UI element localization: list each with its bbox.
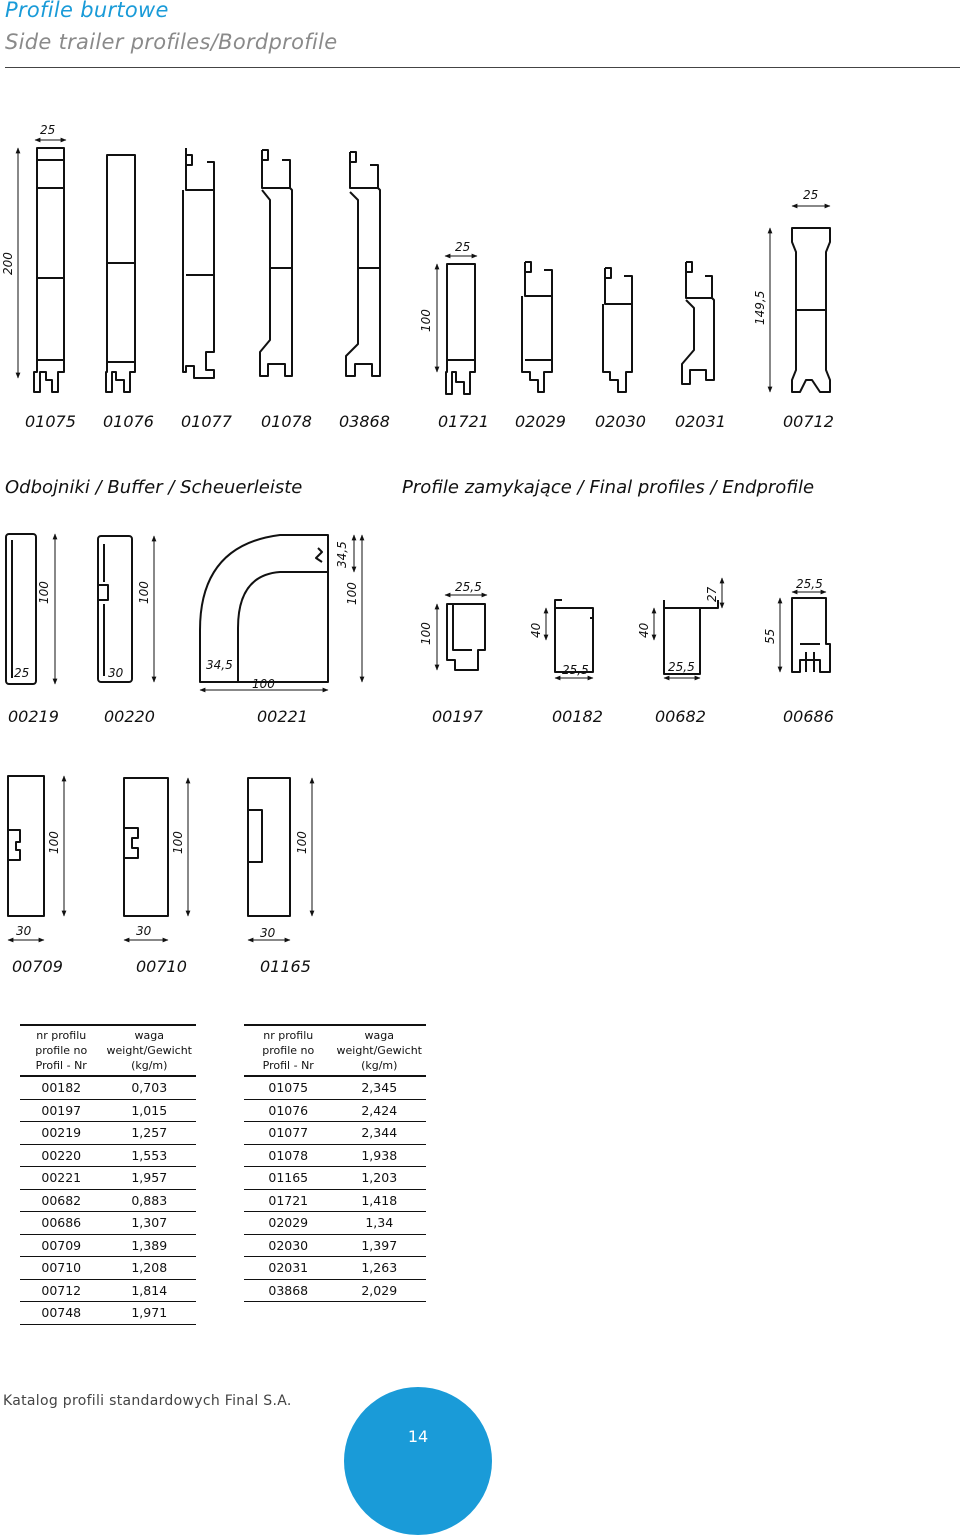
weight-cell: 0,883: [103, 1189, 196, 1212]
weight-cell: 1,015: [103, 1099, 196, 1122]
page-subtitle: Side trailer profiles/Bordprofile: [5, 30, 338, 54]
profile-number-cell: 00686: [20, 1212, 103, 1235]
profile-code: 00221: [257, 707, 308, 726]
profile-number-cell: 01165: [244, 1167, 333, 1190]
section-final-heading: Profile zamykające / Final profiles / Endprofile: [402, 477, 815, 498]
table-row: [244, 1189, 426, 1212]
profile-code: 02029: [515, 412, 566, 431]
table-row: [20, 1099, 196, 1122]
dim-label: 100: [419, 309, 433, 332]
weight-cell: 1,257: [103, 1122, 196, 1145]
profile-number-cell: 00182: [20, 1076, 103, 1099]
profile-01165-drawing: [248, 778, 290, 916]
weight-cell: 1,203: [333, 1167, 426, 1190]
table-row: [20, 1189, 196, 1212]
weight-cell: 1,814: [103, 1279, 196, 1302]
profile-code: 00710: [136, 957, 187, 976]
page-title: Profile burtowe: [5, 0, 169, 22]
dim-label: 25: [455, 240, 471, 254]
profile-number-cell: 02030: [244, 1234, 333, 1257]
profile-number-cell: 01078: [244, 1144, 333, 1167]
profile-01077-drawing: [183, 148, 214, 378]
weight-cell: 1,307: [103, 1212, 196, 1235]
weight-cell: 2,029: [333, 1279, 426, 1302]
profile-code: 00182: [552, 707, 603, 726]
profile-code: 03868: [339, 412, 390, 431]
profile-code: 00219: [8, 707, 59, 726]
profile-code: 00686: [783, 707, 834, 726]
profile-code: 01165: [260, 957, 311, 976]
profile-number-cell: 01075: [244, 1076, 333, 1099]
dim-label: 100: [137, 581, 151, 604]
dim-label: 100: [295, 831, 309, 854]
table-row: [20, 1302, 196, 1325]
dim-label: 100: [47, 831, 61, 854]
dim-label: 25,5: [455, 580, 482, 594]
section-buffer-heading: Odbojniki / Buffer / Scheuerleiste: [5, 477, 303, 498]
profile-number-cell: 00221: [20, 1167, 103, 1190]
table-row: [20, 1279, 196, 1302]
dim-label: 34,5: [335, 541, 349, 568]
dim-label: 40: [529, 622, 543, 638]
profile-03868-drawing: [346, 152, 380, 376]
dim-label: 27: [705, 586, 719, 602]
table-row: [20, 1234, 196, 1257]
profile-number-cell: 00709: [20, 1234, 103, 1257]
weight-cell: 1,263: [333, 1257, 426, 1280]
dim-label: 55: [763, 628, 777, 644]
profile-00709-drawing: [8, 776, 44, 916]
weight-cell: 1,418: [333, 1189, 426, 1212]
profile-01076-drawing: [106, 155, 135, 392]
profile-01721-drawing: [446, 264, 475, 394]
profile-00197-drawing: [447, 604, 485, 670]
profile-code: 02031: [675, 412, 726, 431]
profile-00686-drawing: [792, 598, 830, 672]
profile-number-cell: 01721: [244, 1189, 333, 1212]
profile-00710-drawing: [124, 778, 168, 916]
profile-code: 01076: [103, 412, 154, 431]
profile-code: 00709: [12, 957, 63, 976]
profile-number-cell: 02031: [244, 1257, 333, 1280]
profile-01075-drawing: [34, 148, 64, 392]
table-row: [20, 1212, 196, 1235]
dim-label: 25: [14, 666, 30, 680]
dim-label: 30: [16, 924, 32, 938]
profile-02029-drawing: [522, 262, 552, 392]
profile-number-cell: 00710: [20, 1257, 103, 1280]
table-row: [244, 1257, 426, 1280]
profile-code: 00197: [432, 707, 483, 726]
dim-label: 25: [803, 188, 819, 202]
dim-label: 30: [260, 926, 276, 940]
dim-label: 40: [637, 622, 651, 638]
profile-code: 02030: [595, 412, 646, 431]
table-row: [20, 1144, 196, 1167]
weight-cell: 2,345: [333, 1076, 426, 1099]
profile-number-cell: 01077: [244, 1122, 333, 1145]
profile-number-cell: 00220: [20, 1144, 103, 1167]
table-header-weight: waga weight/Gewicht (kg/m): [333, 1025, 426, 1076]
profile-00712-drawing: [792, 228, 830, 392]
profile-code: 01721: [438, 412, 489, 431]
table-header-weight: waga weight/Gewicht (kg/m): [103, 1025, 196, 1076]
weight-cell: 2,424: [333, 1099, 426, 1122]
profile-code: 00712: [783, 412, 834, 431]
table-row: [244, 1234, 426, 1257]
table-header-profile-no: nr profilu profile no Profil - Nr: [20, 1025, 103, 1076]
dim-label: 100: [37, 581, 51, 604]
profile-code: 00220: [104, 707, 155, 726]
table-row: [20, 1076, 196, 1099]
profile-number-cell: 00748: [20, 1302, 103, 1325]
weight-cell: 1,971: [103, 1302, 196, 1325]
table-row: [244, 1212, 426, 1235]
weight-cell: 1,208: [103, 1257, 196, 1280]
table-row: [244, 1144, 426, 1167]
dim-label: 200: [1, 252, 15, 275]
table-row: [244, 1122, 426, 1145]
profile-number-cell: 00219: [20, 1122, 103, 1145]
dim-label: 100: [252, 677, 275, 691]
profile-number-cell: 00197: [20, 1099, 103, 1122]
weight-table-left: [20, 1024, 196, 1325]
table-row: [20, 1122, 196, 1145]
weight-cell: 1,389: [103, 1234, 196, 1257]
profile-code: 01078: [261, 412, 312, 431]
page-number: 14: [407, 1427, 429, 1446]
profile-code: 01077: [181, 412, 232, 431]
dim-label: 25: [40, 123, 56, 137]
dim-label: 100: [171, 831, 185, 854]
page-number-badge: [344, 1387, 492, 1535]
profile-01078-drawing: [260, 150, 292, 376]
weight-cell: 1,397: [333, 1234, 426, 1257]
profile-code: 00682: [655, 707, 706, 726]
weight-cell: 1,553: [103, 1144, 196, 1167]
profile-code: 01075: [25, 412, 76, 431]
dim-label: 34,5: [206, 658, 233, 672]
dim-label: 25,5: [562, 663, 589, 677]
profile-number-cell: 02029: [244, 1212, 333, 1235]
table-row: [244, 1099, 426, 1122]
table-header-profile-no: nr profilu profile no Profil - Nr: [244, 1025, 333, 1076]
catalog-footer: Katalog profili standardowych Final S.A.: [3, 1393, 292, 1409]
weight-cell: 1,938: [333, 1144, 426, 1167]
table-row: [20, 1257, 196, 1280]
profile-00219-drawing: [6, 534, 36, 684]
weight-cell: 1,957: [103, 1167, 196, 1190]
weight-table-right: [244, 1024, 426, 1302]
dim-label: 100: [419, 622, 433, 645]
profile-number-cell: 00682: [20, 1189, 103, 1212]
weight-cell: 1,34: [333, 1212, 426, 1235]
profile-number-cell: 03868: [244, 1279, 333, 1302]
table-row: [244, 1167, 426, 1190]
weight-cell: 0,703: [103, 1076, 196, 1099]
dim-label: 30: [136, 924, 152, 938]
profile-02030-drawing: [603, 268, 632, 392]
dim-label: 25,5: [668, 660, 695, 674]
profile-02031-drawing: [682, 262, 714, 384]
table-row: [244, 1279, 426, 1302]
table-row: [20, 1167, 196, 1190]
profile-00220-drawing: [98, 536, 132, 682]
profile-number-cell: 00712: [20, 1279, 103, 1302]
weight-cell: 2,344: [333, 1122, 426, 1145]
dim-label: 100: [345, 582, 359, 605]
profile-number-cell: 01076: [244, 1099, 333, 1122]
dim-label: 25,5: [796, 577, 823, 591]
dim-label: 30: [108, 666, 124, 680]
profile-00182-drawing: [555, 600, 593, 672]
table-row: [244, 1076, 426, 1099]
dim-label: 149,5: [753, 290, 767, 325]
